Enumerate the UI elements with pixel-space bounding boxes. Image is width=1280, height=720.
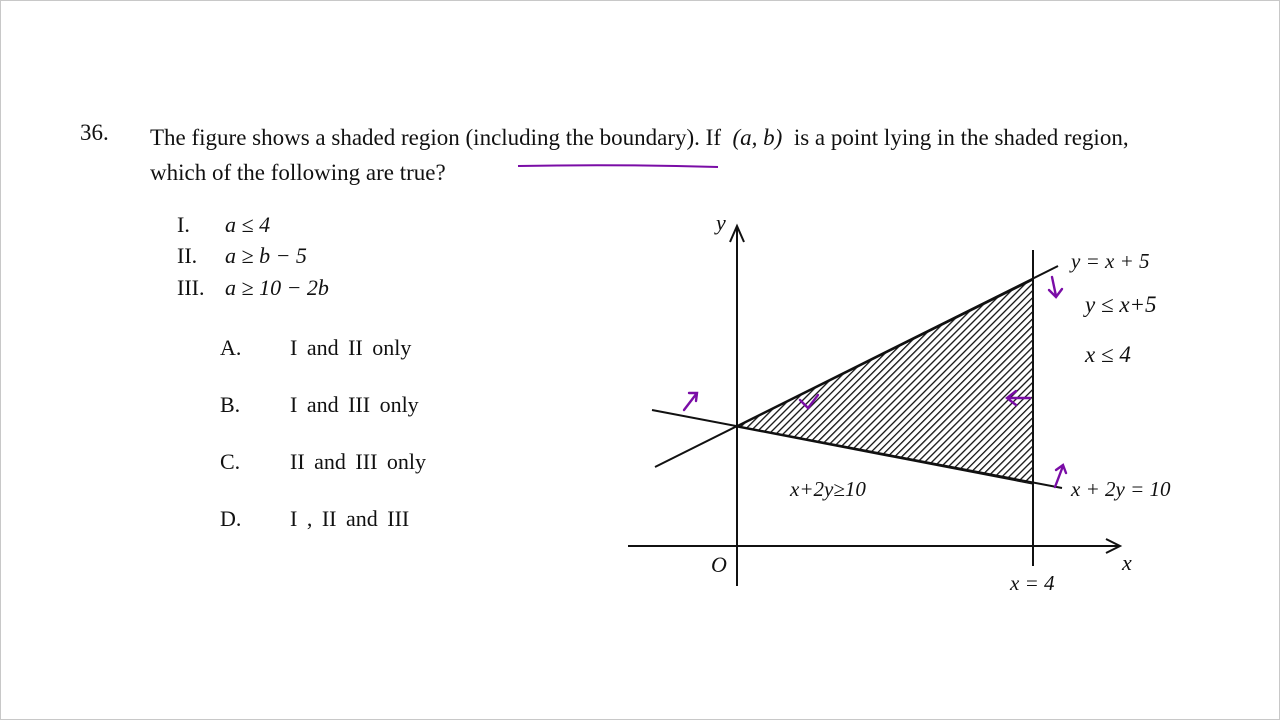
question-text: [150, 120, 1230, 190]
option-text: II and III only: [290, 449, 427, 474]
y-axis-label: y: [716, 210, 726, 235]
option-letter: B.: [220, 392, 241, 417]
hand-arrow-icon: [1055, 465, 1066, 487]
origin-label: O: [711, 552, 727, 577]
question-number: 36.: [80, 120, 109, 145]
option-letter: A.: [220, 335, 242, 360]
hand-arrow-icon: [684, 393, 697, 410]
inequality-figure: [620, 200, 1240, 620]
statement-roman: I.: [177, 212, 190, 237]
hand-arrow-icon: [1049, 277, 1062, 297]
statement-2: [177, 243, 377, 271]
handwritten-underline: [516, 163, 720, 169]
vertical-line-label: x = 4: [1010, 571, 1055, 595]
option-c[interactable]: [220, 449, 520, 477]
statement-1: [177, 212, 377, 240]
statement-roman: II.: [177, 243, 198, 268]
line2-label: x + 2y = 10: [1071, 477, 1171, 501]
option-b[interactable]: [220, 392, 520, 420]
option-text: I and II only: [290, 335, 412, 360]
statement-3: [177, 275, 377, 303]
option-text: I , II and III: [290, 506, 410, 531]
option-letter: D.: [220, 506, 242, 531]
question-point: (a, b): [732, 125, 783, 150]
statement-expression: a ≤ 4: [225, 212, 271, 237]
note-x-plus-2y-ge-10: x+2y≥10: [790, 477, 866, 501]
option-a[interactable]: [220, 335, 520, 363]
question-line1-start: The figure shows a shaded region (including the boundary). If: [150, 125, 722, 150]
statement-expression: a ≥ b − 5: [225, 243, 307, 268]
option-text: I and III only: [290, 392, 419, 417]
x-axis-label: x: [1122, 550, 1132, 575]
option-letter: C.: [220, 449, 241, 474]
note-x-le-4: x ≤ 4: [1085, 342, 1131, 367]
statement-roman: III.: [177, 275, 205, 300]
line1-label: y = x + 5: [1071, 249, 1150, 273]
option-d[interactable]: [220, 506, 520, 534]
statement-expression: a ≥ 10 − 2b: [225, 275, 329, 300]
question-line2: which of the following are true?: [150, 160, 446, 185]
note-y-le-x-plus-5: y ≤ x+5: [1085, 292, 1157, 317]
question-line1-end: is a point lying in the shaded region,: [793, 125, 1129, 150]
